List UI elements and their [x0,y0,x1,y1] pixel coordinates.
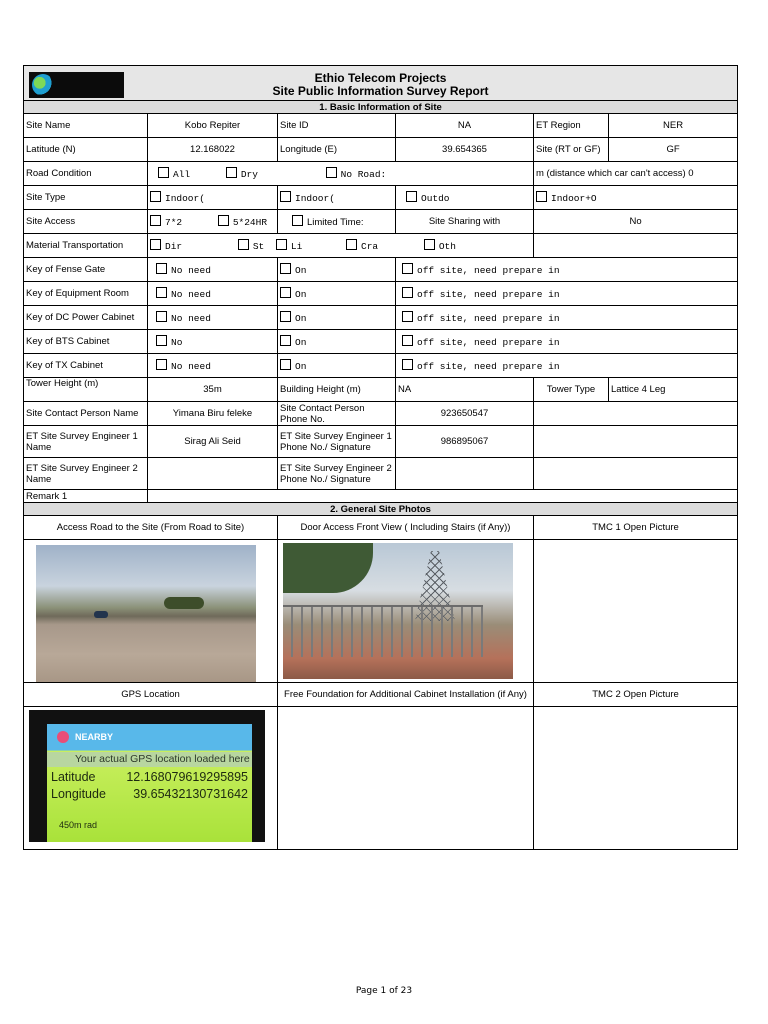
site-type-option-2 [278,186,396,210]
access-road-photo [36,545,256,682]
key-row-option-c [396,282,738,306]
photo-tmc2-cell [534,707,738,850]
type-indoor-outdoor-checkbox[interactable] [536,191,547,202]
door-access-photo [283,543,513,679]
key-no-need-checkbox[interactable] [156,359,167,370]
key-no-need-checkbox[interactable] [156,287,167,298]
photo-door-access-cell [278,540,534,683]
contact-name-label: Site Contact Person Name [24,402,148,426]
contact-phone-value: 923650547 [396,402,534,426]
type-outdoor-checkbox[interactable] [406,191,417,202]
material-transport-options [148,234,534,258]
key-on-site-checkbox[interactable] [280,287,291,298]
remark-label: Remark 1 [24,490,148,503]
key-row [24,306,738,330]
access-5x24-label: 5*24HR [232,217,268,228]
site-sharing-value: No [534,210,738,234]
ethio-telecom-logo [29,72,124,98]
type-indoor-outdoor-label: Indoor+O [551,193,597,204]
site-id-label: Site ID [278,114,396,138]
key-on-site-label: On [295,361,307,372]
key-no-need-checkbox[interactable] [156,311,167,322]
type-indoor-1-checkbox[interactable] [150,191,161,202]
site-access-label: Site Access [24,210,148,234]
key-on-site-checkbox[interactable] [280,263,291,274]
contact-name-value: Yimana Biru feleke [148,402,278,426]
key-off-site-checkbox[interactable] [402,287,413,298]
photo-door-access-label: Door Access Front View ( Including Stairs (if Any)) [278,516,534,540]
key-row-option-a [148,330,278,354]
key-no-need-label: No need [171,289,211,300]
contact-phone-label: Site Contact Person Phone No. [278,402,396,426]
material-crane-label: Cra [361,241,379,252]
key-row-option-a [148,282,278,306]
key-off-site-label: off site, need prepare in [417,265,560,276]
key-off-site-label: off site, need prepare in [417,313,560,324]
engineer2-name-label: ET Site Survey Engineer 2 Name [24,458,148,490]
key-no-need-checkbox[interactable] [156,263,167,274]
engineer1-name-value: Sirag Ali Seid [148,426,278,458]
material-stairs-checkbox[interactable] [238,239,249,250]
site-rt-gf-value: GF [609,138,738,162]
key-row-option-b [278,306,396,330]
key-row-option-b [278,354,396,378]
key-off-site-checkbox[interactable] [402,311,413,322]
page-number: Page 1 of 23 [355,986,413,996]
access-7x24-label: 7*2 [165,217,183,228]
tower-type-label: Tower Type [534,378,609,402]
site-name-value: Kobo Repiter [148,114,278,138]
type-indoor-2-checkbox[interactable] [280,191,291,202]
material-lift-checkbox[interactable] [276,239,287,250]
longitude-label: Longitude (E) [278,138,396,162]
engineer2-phone-label: ET Site Survey Engineer 2 Phone No./ Signature [278,458,396,490]
key-row [24,282,738,306]
photo-gps-label: GPS Location [24,683,278,707]
site-sharing-label: Site Sharing with [396,210,534,234]
material-lift-label: Li [290,241,303,252]
report-title-line2: Site Public Information Survey Report [272,84,489,98]
site-info-table [23,65,738,850]
key-on-site-checkbox[interactable] [280,335,291,346]
latitude-value: 12.168022 [148,138,278,162]
key-on-site-checkbox[interactable] [280,359,291,370]
site-rt-gf-label: Site (RT or GF) [534,138,609,162]
road-all-checkbox[interactable] [158,167,169,178]
gps-loaded-text: Your actual GPS location loaded here [75,753,250,765]
site-type-option-3 [396,186,534,210]
key-row-option-c [396,330,738,354]
road-none-label: No Road: [340,169,387,180]
report-title-line1: Ethio Telecom Projects [314,71,447,85]
key-off-site-checkbox[interactable] [402,335,413,346]
survey-report [23,65,737,850]
material-other-checkbox[interactable] [424,239,435,250]
site-type-option-4 [534,186,738,210]
key-row-option-c [396,354,738,378]
access-5x24-checkbox[interactable] [218,215,229,226]
site-id-value: NA [396,114,534,138]
type-indoor-1-label: Indoor( [165,193,205,204]
key-row-option-b [278,330,396,354]
remark-value [148,490,738,503]
limited-time-label: Limited Time: [307,217,364,228]
building-height-label: Building Height (m) [278,378,396,402]
key-on-site-label: On [295,265,307,276]
material-direct-checkbox[interactable] [150,239,161,250]
access-7x24-checkbox[interactable] [150,215,161,226]
material-transport-label: Material Transportation [24,234,148,258]
site-name-label: Site Name [24,114,148,138]
longitude-value: 39.654365 [396,138,534,162]
gps-screenshot [29,710,265,842]
key-no-need-checkbox[interactable] [156,335,167,346]
road-dry-checkbox[interactable] [226,167,237,178]
report-header [24,66,738,101]
engineer1-phone-label: ET Site Survey Engineer 1 Phone No./ Signature [278,426,396,458]
gps-longitude-value: 39.65432130731642 [133,787,248,801]
region-label: ET Region [534,114,609,138]
latitude-label: Latitude (N) [24,138,148,162]
key-no-need-label: No need [171,313,211,324]
photo-access-road-cell [24,540,278,683]
road-condition-label: Road Condition [24,162,148,186]
photo-access-road-label: Access Road to the Site (From Road to Site) [24,516,278,540]
key-row-option-c [396,258,738,282]
engineer2-name-value [148,458,278,490]
key-off-site-label: off site, need prepare in [417,361,560,372]
material-direct-label: Dir [165,241,183,252]
engineer1-name-label: ET Site Survey Engineer 1 Name [24,426,148,458]
tower-type-value: Lattice 4 Leg [609,378,738,402]
engineer1-phone-value: 986895067 [396,426,534,458]
key-row-option-c [396,306,738,330]
key-row-label: Key of DC Power Cabinet [24,306,148,330]
key-off-site-label: off site, need prepare in [417,289,560,300]
key-row-option-a [148,354,278,378]
material-stairs-label: St [252,241,265,252]
tower-height-value: 35m [148,378,278,402]
material-other-label: Oth [438,241,456,252]
photo-tmc2-label: TMC 2 Open Picture [534,683,738,707]
key-no-need-label: No need [171,361,211,372]
engineer2-phone-value [396,458,534,490]
key-row-option-b [278,258,396,282]
key-row [24,330,738,354]
photo-tmc1-label: TMC 1 Open Picture [534,516,738,540]
road-dry-label: Dry [240,169,258,180]
key-row [24,258,738,282]
material-transport-extra [534,234,738,258]
photo-tmc1-cell [534,540,738,683]
limited-time-cell [278,210,396,234]
key-off-site-label: off site, need prepare in [417,337,560,348]
site-access-options [148,210,278,234]
key-off-site-checkbox[interactable] [402,263,413,274]
key-on-site-label: On [295,337,307,348]
photo-foundation-cell [278,707,534,850]
contact-extra [534,402,738,426]
tower-height-label: Tower Height (m) [24,378,148,402]
location-pin-icon [57,731,69,743]
key-row-label: Key of Equipment Room [24,282,148,306]
site-type-label: Site Type [24,186,148,210]
region-value: NER [609,114,738,138]
gps-latitude-label: Latitude [51,770,96,784]
gps-latitude-value: 12.168079619295895 [126,770,248,784]
limited-time-checkbox[interactable] [292,215,303,226]
key-on-site-checkbox[interactable] [280,311,291,322]
section-basic-info-title: 1. Basic Information of Site [24,101,738,114]
key-off-site-checkbox[interactable] [402,359,413,370]
road-none-checkbox[interactable] [326,167,337,178]
gps-longitude-label: Longitude [51,787,106,801]
key-row-option-b [278,282,396,306]
type-outdoor-label: Outdo [421,193,450,204]
key-no-need-label: No need [171,265,211,276]
road-distance-text: m (distance which car can't access) 0 [534,162,738,186]
key-row-option-a [148,258,278,282]
key-row-label: Key of Fense Gate [24,258,148,282]
section-photos-title: 2. General Site Photos [24,503,738,516]
photo-foundation-label: Free Foundation for Additional Cabinet Installation (if Any) [278,683,534,707]
key-row-label: Key of BTS Cabinet [24,330,148,354]
road-condition-options [148,162,534,186]
key-row [24,354,738,378]
key-row-option-a [148,306,278,330]
key-row-label: Key of TX Cabinet [24,354,148,378]
key-on-site-label: On [295,313,307,324]
key-on-site-label: On [295,289,307,300]
material-crane-checkbox[interactable] [346,239,357,250]
photo-gps-cell [24,707,278,850]
type-indoor-2-label: Indoor( [295,193,335,204]
building-height-value: NA [396,378,534,402]
gps-nearby-label: NEARBY [75,732,114,742]
key-no-need-label: No [171,337,183,348]
gps-radius-text: 450m rad [59,820,98,830]
site-type-option-1 [148,186,278,210]
road-all-label: All [173,169,191,180]
engineer1-extra [534,426,738,458]
engineer2-extra [534,458,738,490]
